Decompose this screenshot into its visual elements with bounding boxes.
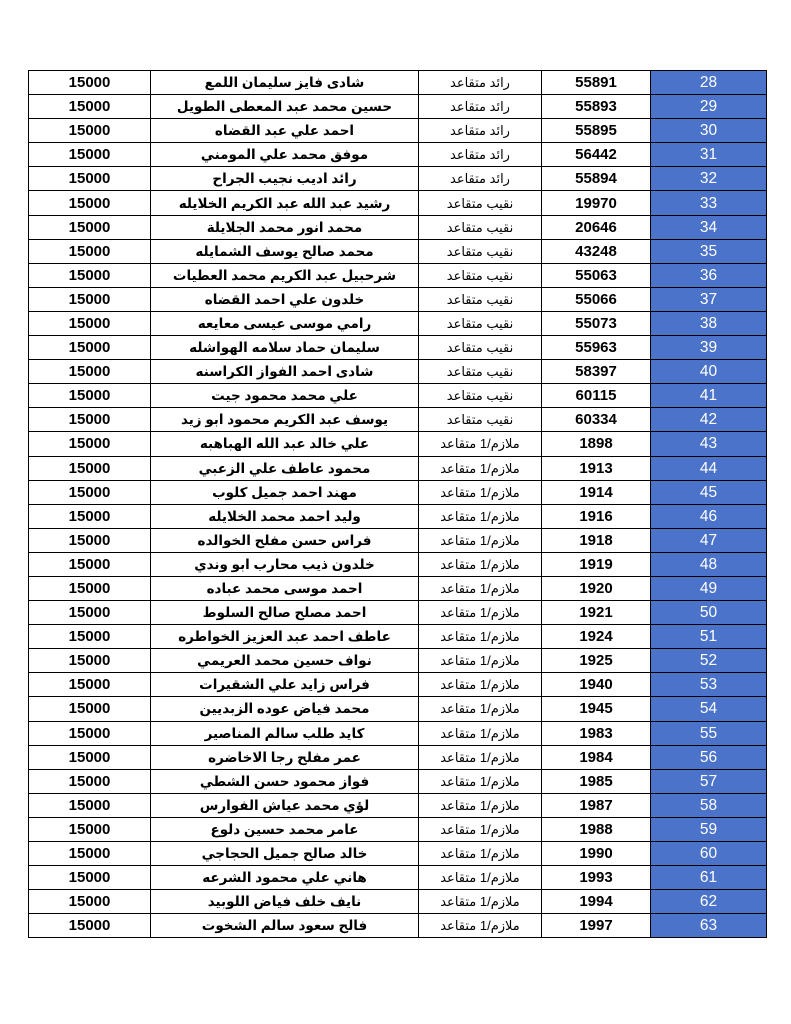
row-number-cell: 41 (651, 384, 767, 408)
table-row (29, 721, 767, 745)
code-cell: 1914 (542, 480, 651, 504)
row-number-cell: 63 (651, 914, 767, 938)
table-row (29, 769, 767, 793)
amount-cell: 15000 (29, 119, 151, 143)
table-row (29, 625, 767, 649)
code-cell: 55895 (542, 119, 651, 143)
table-row (29, 432, 767, 456)
row-number-cell: 30 (651, 119, 767, 143)
rank-cell: ملازم/1 متقاعد (419, 914, 542, 938)
row-number-cell: 47 (651, 528, 767, 552)
name-cell: يوسف عبد الكريم محمود ابو زيد (151, 408, 419, 432)
table-row (29, 191, 767, 215)
table-row (29, 119, 767, 143)
rank-cell: ملازم/1 متقاعد (419, 842, 542, 866)
row-number-cell: 53 (651, 673, 767, 697)
rank-cell: ملازم/1 متقاعد (419, 817, 542, 841)
amount-cell: 15000 (29, 143, 151, 167)
rank-cell: نقيب متقاعد (419, 360, 542, 384)
code-cell: 19970 (542, 191, 651, 215)
table-row (29, 528, 767, 552)
row-number-cell: 49 (651, 576, 767, 600)
table-row (29, 384, 767, 408)
row-number-cell: 46 (651, 504, 767, 528)
table-row (29, 649, 767, 673)
name-cell: محمد انور محمد الجلايلة (151, 215, 419, 239)
rank-cell: نقيب متقاعد (419, 287, 542, 311)
row-number-cell: 61 (651, 866, 767, 890)
name-cell: فراس حسن مفلح الخوالده (151, 528, 419, 552)
row-number-cell: 45 (651, 480, 767, 504)
row-number-cell: 58 (651, 793, 767, 817)
rank-cell: ملازم/1 متقاعد (419, 504, 542, 528)
table-row (29, 311, 767, 335)
amount-cell: 15000 (29, 504, 151, 528)
rank-cell: رائد متقاعد (419, 143, 542, 167)
rank-cell: نقيب متقاعد (419, 263, 542, 287)
rank-cell: نقيب متقاعد (419, 191, 542, 215)
code-cell: 1945 (542, 697, 651, 721)
code-cell: 1985 (542, 769, 651, 793)
row-number-cell: 37 (651, 287, 767, 311)
rank-cell: ملازم/1 متقاعد (419, 890, 542, 914)
table-body (29, 71, 767, 938)
table-row (29, 866, 767, 890)
rank-cell: ملازم/1 متقاعد (419, 456, 542, 480)
amount-cell: 15000 (29, 793, 151, 817)
rank-cell: نقيب متقاعد (419, 215, 542, 239)
name-cell: سليمان حماد سلامه الهواشله (151, 336, 419, 360)
code-cell: 1916 (542, 504, 651, 528)
amount-cell: 15000 (29, 384, 151, 408)
code-cell: 58397 (542, 360, 651, 384)
row-number-cell: 62 (651, 890, 767, 914)
table-row (29, 143, 767, 167)
code-cell: 1920 (542, 576, 651, 600)
name-cell: شرحبيل عبد الكريم محمد العطيات (151, 263, 419, 287)
rank-cell: ملازم/1 متقاعد (419, 769, 542, 793)
name-cell: لؤي محمد عياش الفوارس (151, 793, 419, 817)
name-cell: مهند احمد جميل كلوب (151, 480, 419, 504)
table-row (29, 793, 767, 817)
rank-cell: رائد متقاعد (419, 71, 542, 95)
code-cell: 1984 (542, 745, 651, 769)
table-row (29, 480, 767, 504)
row-number-cell: 29 (651, 95, 767, 119)
amount-cell: 15000 (29, 673, 151, 697)
row-number-cell: 44 (651, 456, 767, 480)
code-cell: 1918 (542, 528, 651, 552)
code-cell: 56442 (542, 143, 651, 167)
row-number-cell: 59 (651, 817, 767, 841)
name-cell: محمود عاطف علي الزعبي (151, 456, 419, 480)
table-row (29, 215, 767, 239)
table-row (29, 95, 767, 119)
code-cell: 1898 (542, 432, 651, 456)
rank-cell: ملازم/1 متقاعد (419, 480, 542, 504)
code-cell: 55063 (542, 263, 651, 287)
name-cell: علي خالد عبد الله الهباهبه (151, 432, 419, 456)
table-row (29, 456, 767, 480)
code-cell: 55894 (542, 167, 651, 191)
code-cell: 1983 (542, 721, 651, 745)
name-cell: خلدون علي احمد القضاه (151, 287, 419, 311)
name-cell: رشيد عبد الله عبد الكريم الخلايله (151, 191, 419, 215)
amount-cell: 15000 (29, 215, 151, 239)
code-cell: 1993 (542, 866, 651, 890)
name-cell: شادى احمد الفواز الكراسنه (151, 360, 419, 384)
rank-cell: ملازم/1 متقاعد (419, 528, 542, 552)
name-cell: هاني علي محمود الشرعه (151, 866, 419, 890)
table-row (29, 697, 767, 721)
amount-cell: 15000 (29, 745, 151, 769)
code-cell: 1990 (542, 842, 651, 866)
table-row (29, 263, 767, 287)
code-cell: 1994 (542, 890, 651, 914)
table-row (29, 890, 767, 914)
amount-cell: 15000 (29, 167, 151, 191)
code-cell: 1913 (542, 456, 651, 480)
code-cell: 1987 (542, 793, 651, 817)
table-row (29, 408, 767, 432)
rank-cell: ملازم/1 متقاعد (419, 601, 542, 625)
amount-cell: 15000 (29, 842, 151, 866)
name-cell: فواز محمود حسن الشطي (151, 769, 419, 793)
row-number-cell: 38 (651, 311, 767, 335)
amount-cell: 15000 (29, 866, 151, 890)
rank-cell: ملازم/1 متقاعد (419, 552, 542, 576)
code-cell: 1925 (542, 649, 651, 673)
amount-cell: 15000 (29, 287, 151, 311)
rank-cell: ملازم/1 متقاعد (419, 625, 542, 649)
row-number-cell: 55 (651, 721, 767, 745)
table-row (29, 360, 767, 384)
code-cell: 1919 (542, 552, 651, 576)
amount-cell: 15000 (29, 191, 151, 215)
row-number-cell: 33 (651, 191, 767, 215)
row-number-cell: 51 (651, 625, 767, 649)
table-row (29, 504, 767, 528)
row-number-cell: 36 (651, 263, 767, 287)
name-cell: كايد طلب سالم المناصير (151, 721, 419, 745)
amount-cell: 15000 (29, 263, 151, 287)
amount-cell: 15000 (29, 95, 151, 119)
rank-cell: ملازم/1 متقاعد (419, 697, 542, 721)
rank-cell: ملازم/1 متقاعد (419, 432, 542, 456)
code-cell: 1924 (542, 625, 651, 649)
row-number-cell: 48 (651, 552, 767, 576)
name-cell: خلدون ذيب محارب ابو وندي (151, 552, 419, 576)
rank-cell: ملازم/1 متقاعد (419, 576, 542, 600)
amount-cell: 15000 (29, 71, 151, 95)
amount-cell: 15000 (29, 408, 151, 432)
rank-cell: نقيب متقاعد (419, 311, 542, 335)
code-cell: 55073 (542, 311, 651, 335)
amount-cell: 15000 (29, 239, 151, 263)
name-cell: شادى فايز سليمان اللمع (151, 71, 419, 95)
table-row (29, 842, 767, 866)
amount-cell: 15000 (29, 817, 151, 841)
name-cell: احمد مصلح صالح السلوط (151, 601, 419, 625)
row-number-cell: 52 (651, 649, 767, 673)
table-row (29, 601, 767, 625)
amount-cell: 15000 (29, 721, 151, 745)
row-number-cell: 57 (651, 769, 767, 793)
table-row (29, 287, 767, 311)
code-cell: 55963 (542, 336, 651, 360)
amount-cell: 15000 (29, 769, 151, 793)
rank-cell: رائد متقاعد (419, 119, 542, 143)
row-number-cell: 32 (651, 167, 767, 191)
amount-cell: 15000 (29, 576, 151, 600)
code-cell: 60115 (542, 384, 651, 408)
retirees-table (28, 70, 767, 938)
name-cell: نواف حسين محمد العريمي (151, 649, 419, 673)
row-number-cell: 31 (651, 143, 767, 167)
code-cell: 60334 (542, 408, 651, 432)
table-row (29, 673, 767, 697)
name-cell: احمد موسى محمد عباده (151, 576, 419, 600)
row-number-cell: 54 (651, 697, 767, 721)
row-number-cell: 39 (651, 336, 767, 360)
name-cell: وليد احمد محمد الخلايله (151, 504, 419, 528)
code-cell: 43248 (542, 239, 651, 263)
rank-cell: نقيب متقاعد (419, 408, 542, 432)
code-cell: 1997 (542, 914, 651, 938)
table-row (29, 552, 767, 576)
amount-cell: 15000 (29, 649, 151, 673)
code-cell: 55066 (542, 287, 651, 311)
rank-cell: ملازم/1 متقاعد (419, 673, 542, 697)
amount-cell: 15000 (29, 432, 151, 456)
rank-cell: نقيب متقاعد (419, 336, 542, 360)
rank-cell: نقيب متقاعد (419, 239, 542, 263)
row-number-cell: 43 (651, 432, 767, 456)
table-row (29, 239, 767, 263)
code-cell: 1988 (542, 817, 651, 841)
name-cell: عامر محمد حسين دلوع (151, 817, 419, 841)
row-number-cell: 50 (651, 601, 767, 625)
row-number-cell: 35 (651, 239, 767, 263)
amount-cell: 15000 (29, 552, 151, 576)
code-cell: 1940 (542, 673, 651, 697)
amount-cell: 15000 (29, 601, 151, 625)
name-cell: موفق محمد علي المومني (151, 143, 419, 167)
name-cell: رائد اديب نجيب الجراح (151, 167, 419, 191)
amount-cell: 15000 (29, 480, 151, 504)
table-row (29, 336, 767, 360)
name-cell: علي محمد محمود جيت (151, 384, 419, 408)
name-cell: فالح سعود سالم الشخوت (151, 914, 419, 938)
code-cell: 55893 (542, 95, 651, 119)
table-row (29, 576, 767, 600)
row-number-cell: 34 (651, 215, 767, 239)
name-cell: فراس زايد علي الشقيرات (151, 673, 419, 697)
amount-cell: 15000 (29, 625, 151, 649)
code-cell: 55891 (542, 71, 651, 95)
amount-cell: 15000 (29, 697, 151, 721)
name-cell: محمد صالح يوسف الشمايله (151, 239, 419, 263)
amount-cell: 15000 (29, 311, 151, 335)
row-number-cell: 40 (651, 360, 767, 384)
name-cell: رامي موسى عيسى معايعه (151, 311, 419, 335)
rank-cell: رائد متقاعد (419, 95, 542, 119)
table-row (29, 167, 767, 191)
amount-cell: 15000 (29, 528, 151, 552)
name-cell: نايف خلف فياض اللوبيد (151, 890, 419, 914)
rank-cell: ملازم/1 متقاعد (419, 866, 542, 890)
table-row (29, 71, 767, 95)
rank-cell: ملازم/1 متقاعد (419, 649, 542, 673)
name-cell: حسين محمد عبد المعطى الطويل (151, 95, 419, 119)
name-cell: عمر مفلح رجا الاخاضره (151, 745, 419, 769)
amount-cell: 15000 (29, 890, 151, 914)
rank-cell: ملازم/1 متقاعد (419, 793, 542, 817)
table-row (29, 745, 767, 769)
amount-cell: 15000 (29, 336, 151, 360)
name-cell: عاطف احمد عبد العزيز الخواطره (151, 625, 419, 649)
name-cell: محمد فياض عوده الزبديين (151, 697, 419, 721)
row-number-cell: 42 (651, 408, 767, 432)
row-number-cell: 60 (651, 842, 767, 866)
rank-cell: نقيب متقاعد (419, 384, 542, 408)
name-cell: خالد صالح جميل الحجاجي (151, 842, 419, 866)
rank-cell: ملازم/1 متقاعد (419, 745, 542, 769)
table-row (29, 914, 767, 938)
rank-cell: رائد متقاعد (419, 167, 542, 191)
amount-cell: 15000 (29, 360, 151, 384)
row-number-cell: 56 (651, 745, 767, 769)
code-cell: 1921 (542, 601, 651, 625)
rank-cell: ملازم/1 متقاعد (419, 721, 542, 745)
amount-cell: 15000 (29, 456, 151, 480)
name-cell: احمد علي عبد القضاه (151, 119, 419, 143)
table-row (29, 817, 767, 841)
row-number-cell: 28 (651, 71, 767, 95)
amount-cell: 15000 (29, 914, 151, 938)
code-cell: 20646 (542, 215, 651, 239)
